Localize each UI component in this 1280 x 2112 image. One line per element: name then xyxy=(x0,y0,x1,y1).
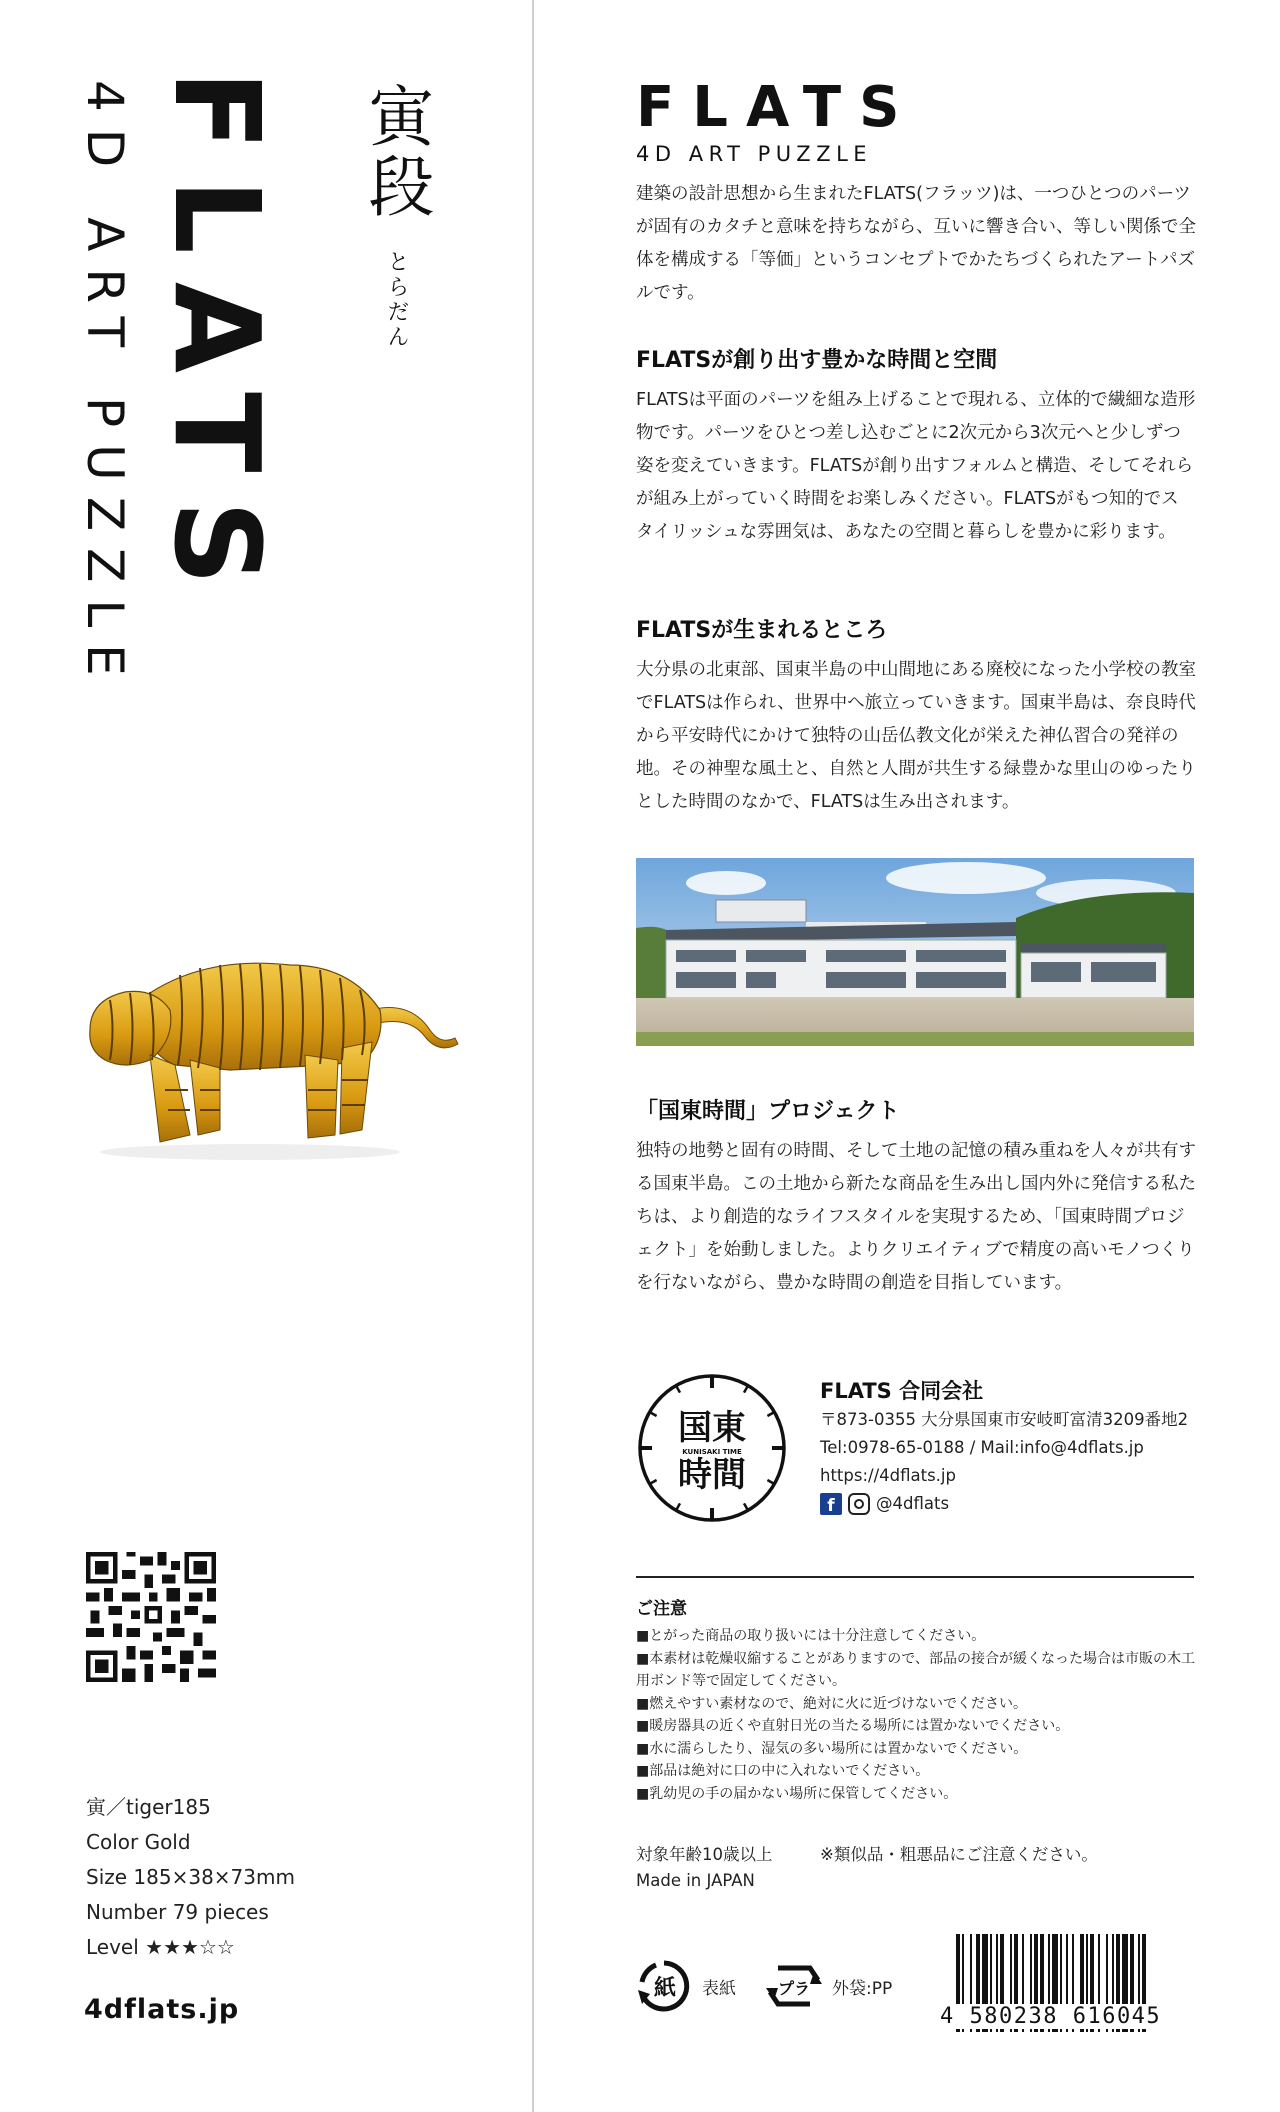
company-name: FLATS 合同会社 xyxy=(820,1379,984,1403)
caution-item: ■暖房器具の近くや直射日光の当たる場所には置かないでください。 xyxy=(636,1718,1070,1734)
social-links xyxy=(820,1490,1188,1518)
product-specs xyxy=(86,1790,295,1965)
plastic-recycle-icon xyxy=(766,1958,822,2014)
svg-text:プラ: プラ xyxy=(777,1979,811,1998)
caution-item: ■水に濡らしたり、湿気の多い場所には置かないでください。 xyxy=(636,1740,1028,1757)
kunisaki-time-clock-logo xyxy=(636,1372,788,1524)
social-handle[interactable]: @4dflats xyxy=(876,1494,950,1513)
brand-logo-subtitle: 4D ART PUZZLE xyxy=(636,142,873,166)
tiger-puzzle-image xyxy=(80,930,460,1170)
caution-title: ご注意 xyxy=(636,1599,687,1619)
brand-title-vertical: FLATS xyxy=(148,70,286,614)
product-name-kanji: 寅段 xyxy=(357,82,434,222)
brand-subtitle-vertical: 4D ART PUZZLE xyxy=(76,80,134,693)
spec-model: 寅／tiger185 xyxy=(86,1795,211,1819)
section-heading-project: 「国東時間」プロジェクト xyxy=(636,1099,900,1124)
spec-level: Level ★★★☆☆ xyxy=(86,1935,235,1959)
company-info xyxy=(820,1376,1188,1518)
caution-item: ■とがった商品の取り扱いには十分注意してください。 xyxy=(636,1628,986,1644)
caution-item: ■本素材は乾燥収縮することがありますので、部品の接合が緩くなった場合は市販の木工用ボンド等で固定してください。 xyxy=(636,1650,1195,1689)
section-body-project: 独特の地勢と固有の時間、そして土地の記憶の積み重ねを人々が共有する国東半島。この土地から新たな商品を生み出し国内外に発信する私たちは、より創造的なライフスタイルを実現するため、「国東時間プロジェクト」を始動しました。よりクリエイティブで精度の高いモノつくりを行ないながら、豊かな時間の創造を目指しています。 xyxy=(636,1141,1196,1293)
made-in: Made in JAPAN xyxy=(636,1871,755,1890)
section-heading-origin: FLATSが生まれるところ xyxy=(636,618,888,643)
stamp-bottom-text: 時間 xyxy=(678,1455,746,1495)
spec-number: Number 79 pieces xyxy=(86,1900,269,1924)
panel-divider xyxy=(532,0,534,2112)
spec-size: Size 185×38×73mm xyxy=(86,1865,295,1889)
section-body-origin: 大分県の北東部、国東半島の中山間地にある廃校になった小学校の教室でFLATSは作られ、世界中へ旅立っていきます。国東半島は、奈良時代から平安時代にかけて独特の山岳仏教文化が栄えた神仏習合の発祥の地。その神聖な風土と、自然と人間が共生する緑豊かな里山のゆったりとした時間のなかで、FLATSは生み出されます。 xyxy=(636,660,1196,812)
plastic-recycle-label: 外袋:PP xyxy=(832,1978,893,1999)
instagram-icon[interactable] xyxy=(848,1493,870,1515)
right-panel xyxy=(636,0,1196,2112)
caution-item: ■乳幼児の手の届かない場所に保管してください。 xyxy=(636,1785,958,1802)
product-name-kana: とらだん xyxy=(384,250,409,350)
svg-text:紙: 紙 xyxy=(653,1976,677,2001)
website-url[interactable]: 4dflats.jp xyxy=(84,1994,240,2025)
caution-item: ■燃えやすい素材なので、絶対に火に近づけないでください。 xyxy=(636,1695,1027,1712)
school-building-photo xyxy=(636,858,1194,1046)
spec-color: Color Gold xyxy=(86,1830,191,1854)
plastic-recycle-mark xyxy=(766,1958,892,2014)
caution-list xyxy=(636,1625,1196,1805)
section-rule xyxy=(636,1576,1194,1578)
caution-item: ■部品は絶対に口の中に入れないでください。 xyxy=(636,1763,930,1779)
section-body-time-space: FLATSは平面のパーツを組み上げることで現れる、立体的で繊細な造形物です。パーツをひとつ差し込むごとに2次元から3次元へと少しずつ姿を変えていきます。FLATSが創り出すフォルムと構造、そしてそれらが組み上がっていく時間をお楽しみください。FLATSがもつ知的でスタイリッシュな雰囲気は、あなたの空間と暮らしを豊かに彩ります。 xyxy=(636,390,1196,542)
paper-recycle-label: 表紙 xyxy=(702,1978,736,1999)
qr-code[interactable] xyxy=(86,1552,216,1682)
left-panel xyxy=(0,0,532,2112)
target-age: 対象年齢10歳以上 xyxy=(636,1845,773,1864)
brand-logo: FLATS xyxy=(636,75,918,140)
paper-recycle-mark xyxy=(636,1958,736,2014)
counterfeit-warning: ※類似品・粗悪品にご注意ください。 xyxy=(820,1845,1098,1864)
company-contact[interactable]: Tel:0978-65-0188 / Mail:info@4dflats.jp xyxy=(820,1438,1144,1457)
section-heading-time-space: FLATSが創り出す豊かな時間と空間 xyxy=(636,348,998,373)
facebook-icon[interactable]: f xyxy=(820,1493,842,1515)
company-url[interactable]: https://4dflats.jp xyxy=(820,1466,956,1485)
barcode-number: 4 580238 616045 xyxy=(934,2004,1196,2029)
company-address: 〒873-0355 大分県国東市安岐町富清3209番地2 xyxy=(820,1410,1189,1429)
paper-recycle-icon xyxy=(636,1958,692,2014)
stamp-top-text: 国東 xyxy=(678,1408,746,1448)
intro-paragraph: 建築の設計思想から生まれたFLATS(フラッツ)は、一つひとつのパーツが固有のカタチと意味を持ちながら、互いに響き合い、等しい関係で全体を構成する「等価」というコンセプトでかたちづくられたアートパズルです。 xyxy=(636,184,1196,303)
stamp-middle-text: KUNISAKI TIME xyxy=(682,1448,742,1456)
